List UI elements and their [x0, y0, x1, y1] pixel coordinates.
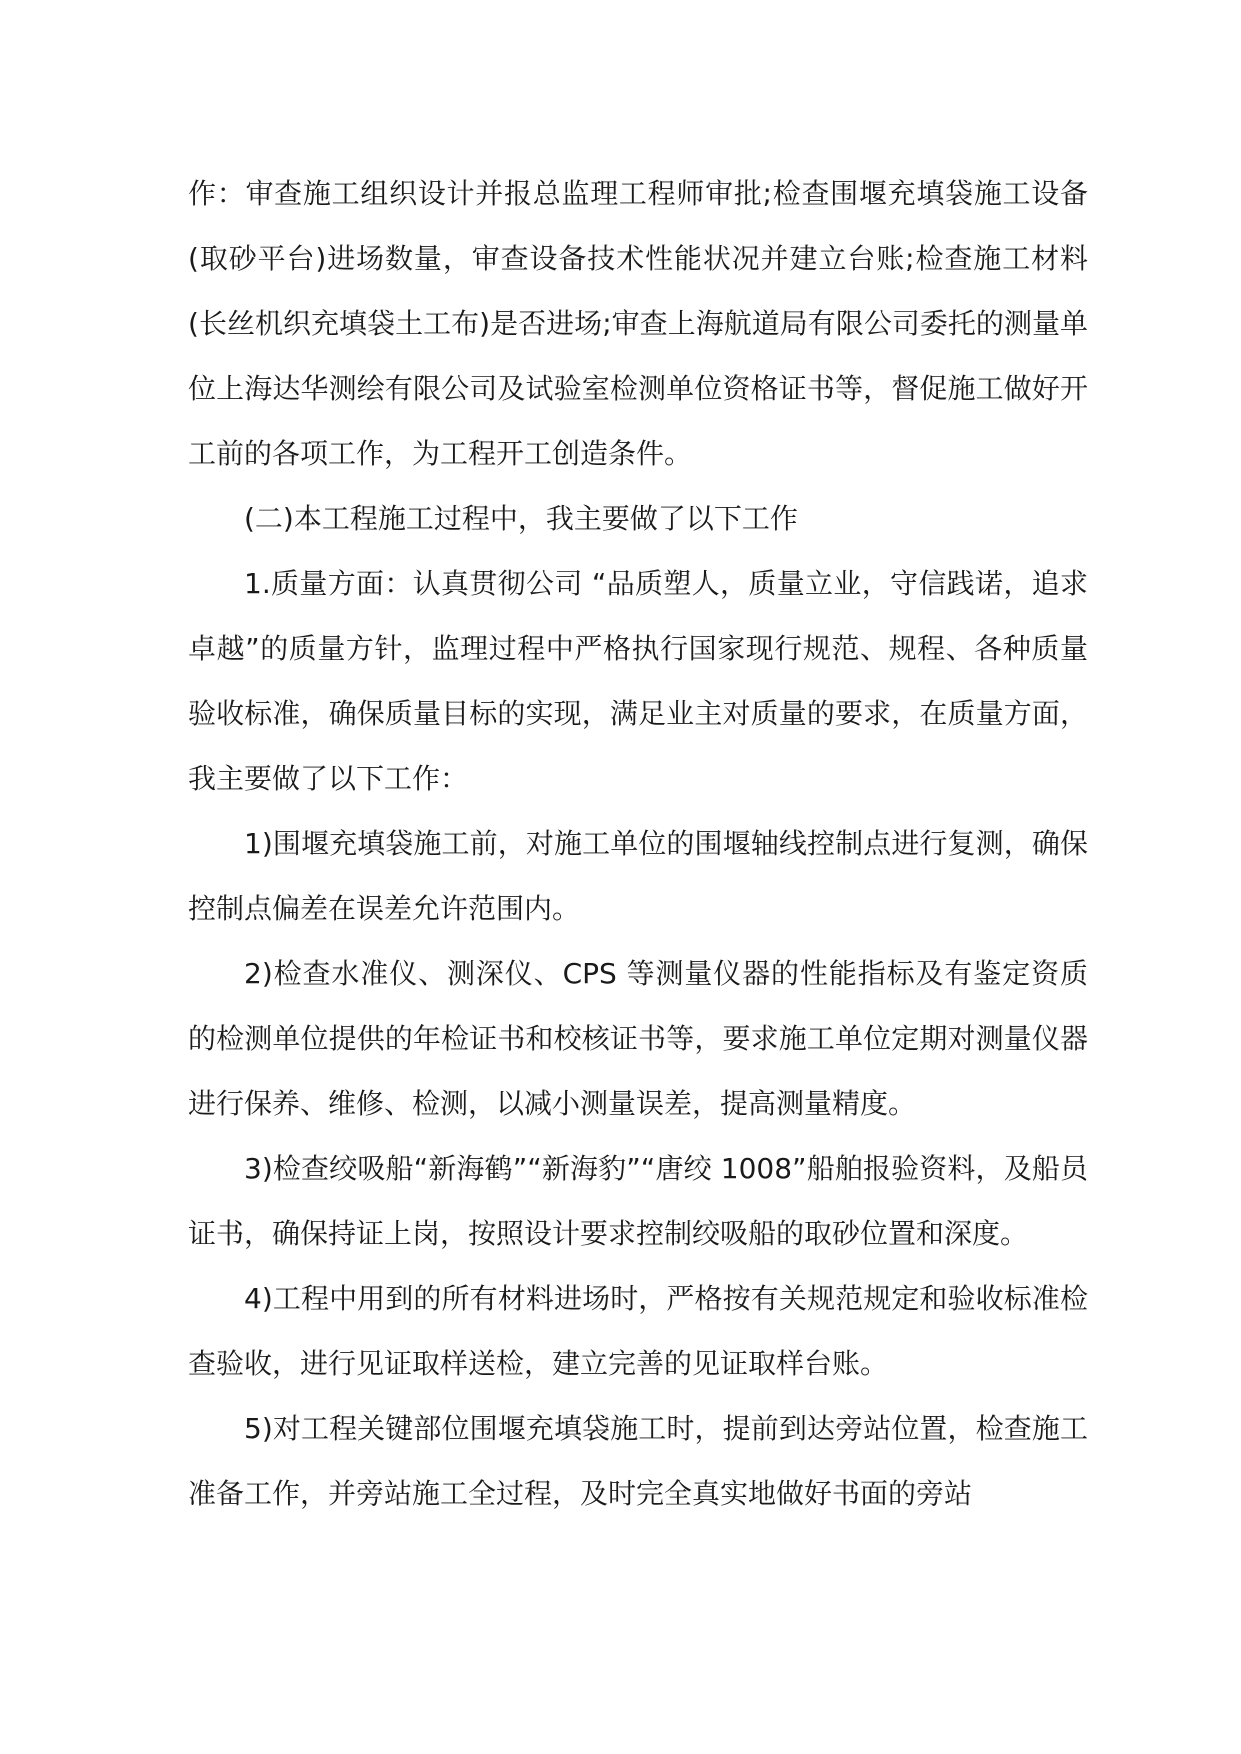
paragraph-item-3: 3)检查绞吸船“新海鹤”“新海豹”“唐绞 1008”船舶报验资料，及船员证书，确保持证上岗，按照设计要求控制绞吸船的取砂位置和深度。	[188, 1152, 1088, 1250]
paragraph-quality-policy: 1.质量方面：认真贯彻公司 “品质塑人，质量立业，守信践诺，追求卓越”的质量方针，监理过程中严格执行国家现行规范、规程、各种质量验收标准，确保质量目标的实现，满足业主对质量的要求，在质量方面，我主要做了以下工作：	[188, 567, 1088, 795]
paragraph-item-5: 5)对工程关键部位围堰充填袋施工时，提前到达旁站位置，检查施工准备工作，并旁站施工全过程，及时完全真实地做好书面的旁站	[188, 1412, 1088, 1510]
document-body	[188, 161, 1088, 1526]
paragraph-item-2: 2)检查水准仪、测深仪、CPS 等测量仪器的性能指标及有鉴定资质的检测单位提供的年检证书和校核证书等，要求施工单位定期对测量仪器进行保养、维修、检测，以减小测量误差，提高测量精度。	[188, 957, 1088, 1120]
paragraph-item-4: 4)工程中用到的所有材料进场时，严格按有关规范规定和验收标准检查验收，进行见证取样送检，建立完善的见证取样台账。	[188, 1282, 1088, 1380]
paragraph-preparation-duties: 作：审查施工组织设计并报总监理工程师审批;检查围堰充填袋施工设备(取砂平台)进场数量，审查设备技术性能状况并建立台账;检查施工材料(长丝机织充填袋土工布)是否进场;审查上海航道局有限公司委托的测量单位上海达华测绘有限公司及试验室检测单位资格证书等，督促施工做好开工前的各项工作，为工程开工创造条件。	[188, 177, 1088, 470]
paragraph-section-heading-construction: (二)本工程施工过程中，我主要做了以下工作	[244, 502, 798, 535]
paragraph-item-1: 1)围堰充填袋施工前，对施工单位的围堰轴线控制点进行复测，确保控制点偏差在误差允许范围内。	[188, 827, 1088, 925]
